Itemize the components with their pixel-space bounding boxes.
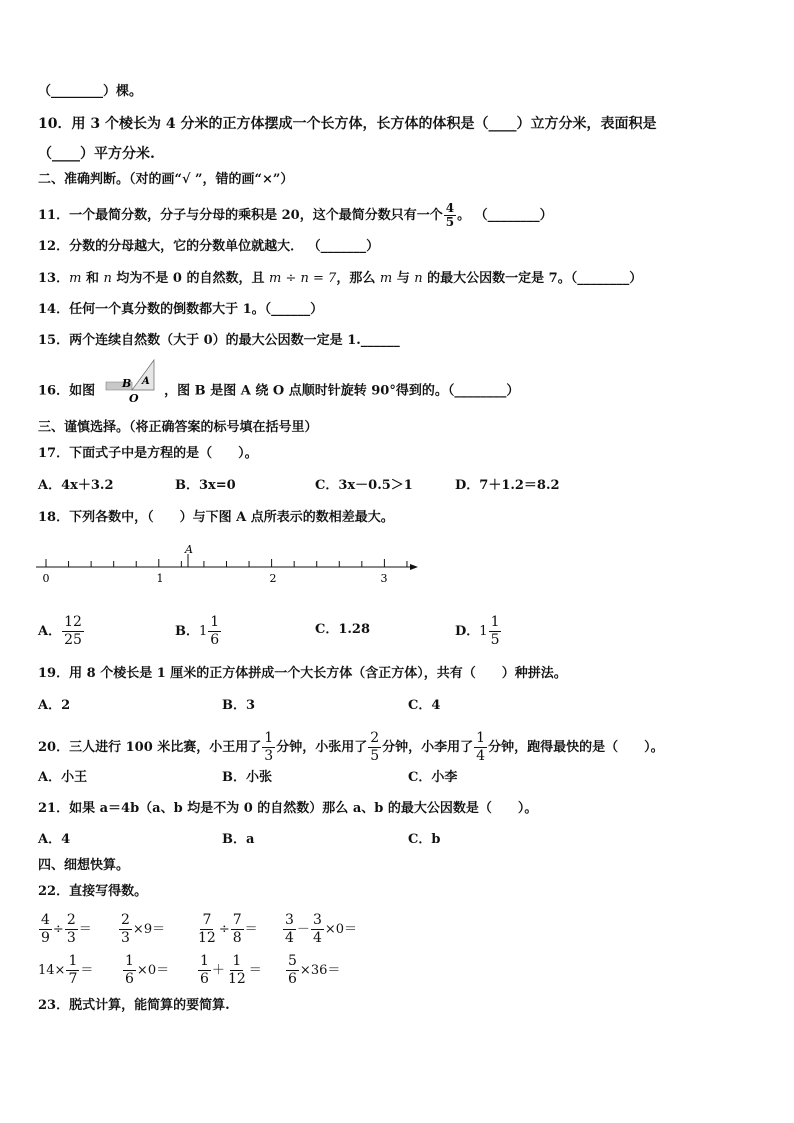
- q11-fraction: [444, 202, 456, 229]
- q18-option-d-mixed-number: [479, 614, 502, 649]
- numerator: 1: [264, 730, 274, 746]
- q20-fraction-2: [368, 730, 381, 765]
- q20-fraction-1: [262, 730, 275, 765]
- q15: 15．两个连续自然数（大于 0）的最大公因数一定是 1.______: [38, 333, 400, 348]
- option-letter: B．: [175, 624, 199, 639]
- equals: ＝: [248, 963, 262, 978]
- q18-number-line: [30, 540, 430, 586]
- equals: ＝: [244, 922, 258, 937]
- q11-numerator: 4: [445, 201, 455, 215]
- q18-stem: 18．下列各数中，（ ）与下图 A 点所表示的数相差最大。: [38, 510, 394, 525]
- q16-rotation-figure: [102, 364, 158, 404]
- numerator: 2: [370, 730, 380, 746]
- numerator: 4: [41, 912, 50, 928]
- q16-label-a: A: [141, 376, 150, 387]
- denominator: 6: [210, 632, 220, 648]
- q13-var-m: m: [69, 271, 82, 286]
- numerator: 1: [232, 953, 242, 969]
- q21-option-b: B．a: [222, 832, 255, 847]
- q16-label-b: B: [121, 377, 131, 390]
- q22-expr-5: [38, 953, 93, 988]
- q20-stem: [38, 730, 664, 765]
- expr-tail: ×36＝: [299, 963, 341, 978]
- q21-stem: 21．如果 a＝4b（a、b 均是不为 0 的自然数）那么 a、b 的最大公因数是（ ）。: [38, 801, 538, 816]
- whole-part: 1: [199, 623, 208, 639]
- denominator: 9: [41, 930, 50, 946]
- denominator: 25: [64, 632, 82, 648]
- q17-option-d: D．7＋1.2＝8.2: [455, 478, 560, 493]
- denominator: 6: [125, 971, 134, 987]
- q22-stem: 22．直接写得数。: [38, 884, 148, 899]
- denominator: 3: [66, 930, 76, 946]
- q22-expr-6: [122, 953, 169, 988]
- denominator: 4: [476, 748, 486, 764]
- q10-line1: 10．用 3 个棱长为 4 分米的正方体摆成一个长方体，长方体的体积是（____）立方分米，表面积是: [38, 116, 657, 132]
- q18-option-b-mixed-number: [199, 614, 222, 649]
- q9-tail: （________）棵。: [38, 84, 143, 99]
- denominator: 6: [288, 971, 297, 987]
- point-a-label: A: [185, 543, 193, 556]
- q20-option-a: A．小王: [38, 770, 88, 785]
- q19-option-a: A．2: [38, 698, 71, 713]
- section-3-heading: 三、谨慎选择。（将正确答案的标号填在括号里）: [38, 420, 318, 435]
- denominator: 12: [227, 971, 246, 987]
- denominator: 12: [198, 930, 216, 946]
- q20-text: 分钟，小李用了: [382, 740, 474, 755]
- q13-text: 均为不是 0 的自然数，且: [111, 271, 270, 286]
- q11-denominator: 5: [445, 215, 455, 229]
- q16-text-pre: 16．如图: [38, 383, 96, 399]
- tick-label-2: 2: [269, 572, 277, 585]
- q13-var-n: n: [103, 271, 112, 286]
- fraction-part: [208, 614, 221, 649]
- q19-option-c: C．4: [408, 698, 441, 713]
- denominator: 4: [312, 930, 322, 946]
- tick-label-3: 3: [380, 572, 388, 585]
- fraction-part: [489, 614, 502, 649]
- q13-var-n: n: [414, 271, 423, 286]
- fraction: [65, 912, 78, 947]
- q19-option-b: B．3: [222, 698, 256, 713]
- denominator: 5: [370, 748, 380, 764]
- numerator: 1: [490, 614, 500, 630]
- q22-expr-4: [282, 912, 357, 947]
- denominator: 3: [121, 930, 130, 946]
- fraction: [286, 953, 299, 988]
- numerator: 1: [200, 953, 209, 969]
- denominator: 4: [285, 930, 294, 946]
- q10-line2: （____）平方分米.: [38, 146, 155, 162]
- fraction: [283, 912, 296, 947]
- numerator: 3: [312, 912, 322, 928]
- expr-head: 14×: [38, 963, 66, 978]
- section-2-heading: 二、准确判断。（对的画“√ ”，错的画“×”）: [38, 172, 294, 187]
- expr-tail: ×0＝: [324, 922, 358, 937]
- q14: 14．任何一个真分数的倒数都大于 1。（______）: [38, 302, 324, 317]
- q16-label-o: O: [128, 392, 139, 405]
- denominator: 6: [200, 971, 209, 987]
- fraction: [198, 953, 211, 988]
- fraction: [196, 912, 218, 947]
- operator: ÷: [218, 922, 230, 937]
- q18-option-a-fraction: [62, 614, 84, 649]
- fraction: [123, 953, 136, 988]
- tick-label-0: 0: [42, 572, 50, 585]
- denominator: 5: [490, 632, 500, 648]
- operator: ＋: [211, 963, 225, 978]
- numerator: 7: [232, 912, 242, 928]
- q18-option-c: C．1.28: [315, 622, 371, 637]
- q22-expr-2: [118, 912, 165, 947]
- numerator: 2: [121, 912, 130, 928]
- q16: [38, 378, 519, 404]
- q13-var-m: m: [379, 271, 393, 286]
- q17-option-b: B．3x=0: [175, 478, 236, 493]
- q18-option-d: [455, 614, 502, 649]
- q18-option-b: [175, 614, 222, 649]
- number-line-ticks: [46, 559, 407, 567]
- q21-option-c: C．b: [408, 832, 441, 847]
- q20-text: 分钟，跑得最快的是（ ）。: [488, 740, 664, 755]
- q16-text-post: ，图 B 是图 A 绕 O 点顺时针旋转 90°得到的。（________）: [164, 383, 520, 399]
- numerator: 1: [125, 953, 134, 969]
- operator: －: [296, 922, 310, 937]
- fraction: [226, 953, 248, 988]
- fraction: [39, 912, 52, 947]
- expr-tail: ×9＝: [132, 922, 166, 937]
- q17-stem: 17．下面式子中是方程的是（ ）。: [38, 446, 258, 461]
- numerator: 3: [285, 912, 294, 928]
- q18-option-a: [38, 614, 85, 649]
- q20-fraction-3: [474, 730, 487, 765]
- q11-text-post: 。 （________）: [457, 208, 553, 223]
- q20-option-c: C．小李: [408, 770, 458, 785]
- numerator: 1: [210, 614, 220, 630]
- fraction: [231, 912, 244, 947]
- q13-number: 13．: [38, 271, 70, 286]
- option-letter: A．: [38, 624, 62, 639]
- section-4-heading: 四、细想快算。: [38, 858, 130, 873]
- q20-option-b: B．小张: [222, 770, 272, 785]
- denominator: 3: [264, 748, 274, 764]
- q11-text-pre: 11．一个最简分数，分子与分母的乘积是 20，这个最简分数只有一个: [38, 208, 443, 223]
- denominator: 7: [68, 971, 78, 987]
- q17-option-a: A．4x＋3.2: [38, 478, 114, 493]
- numerator: 2: [66, 912, 76, 928]
- fraction: [66, 953, 79, 988]
- denominator: 8: [232, 930, 242, 946]
- q22-expr-3: [195, 912, 258, 947]
- tick-label-1: 1: [156, 572, 164, 585]
- q13-text: ，那么: [336, 271, 380, 286]
- q17-option-c: C．3x－0.5＞1: [315, 478, 413, 493]
- q13-text: 的最大公因数一定是 7。（________）: [422, 271, 643, 286]
- expr-tail: ×0＝: [136, 963, 170, 978]
- numerator: 7: [202, 912, 212, 928]
- q22-expr-8: [285, 953, 340, 988]
- equals: ＝: [78, 922, 92, 937]
- q22-expr-1: [38, 912, 92, 947]
- fraction: [119, 912, 132, 947]
- q21-option-a: A．4: [38, 832, 71, 847]
- q13-text: 和: [81, 271, 104, 286]
- operator: ÷: [52, 922, 64, 937]
- numerator: 1: [68, 953, 78, 969]
- q11: [38, 202, 553, 229]
- q13-expression: m ÷ n = 7: [269, 271, 337, 286]
- equals: ＝: [80, 963, 94, 978]
- q23: 23．脱式计算，能简算的要简算.: [38, 998, 230, 1013]
- fraction: [311, 912, 324, 947]
- whole-part: 1: [479, 623, 488, 639]
- option-letter: D．: [455, 624, 480, 639]
- q20-text: 20．三人进行 100 米比赛，小王用了: [38, 740, 262, 755]
- numerator: 1: [476, 730, 486, 746]
- q22-expr-7: [197, 953, 262, 988]
- numerator: 5: [288, 953, 297, 969]
- q20-text: 分钟，小张用了: [276, 740, 368, 755]
- q12: 12．分数的分母越大，它的分数单位就越大． （_______）: [38, 239, 380, 254]
- q19-stem: 19．用 8 个棱长是 1 厘米的正方体拼成一个大长方体（含正方体），共有（ ）种拼法。: [38, 666, 567, 681]
- q13: [38, 269, 642, 289]
- numerator: 12: [64, 614, 82, 630]
- q13-text: 与: [392, 271, 415, 286]
